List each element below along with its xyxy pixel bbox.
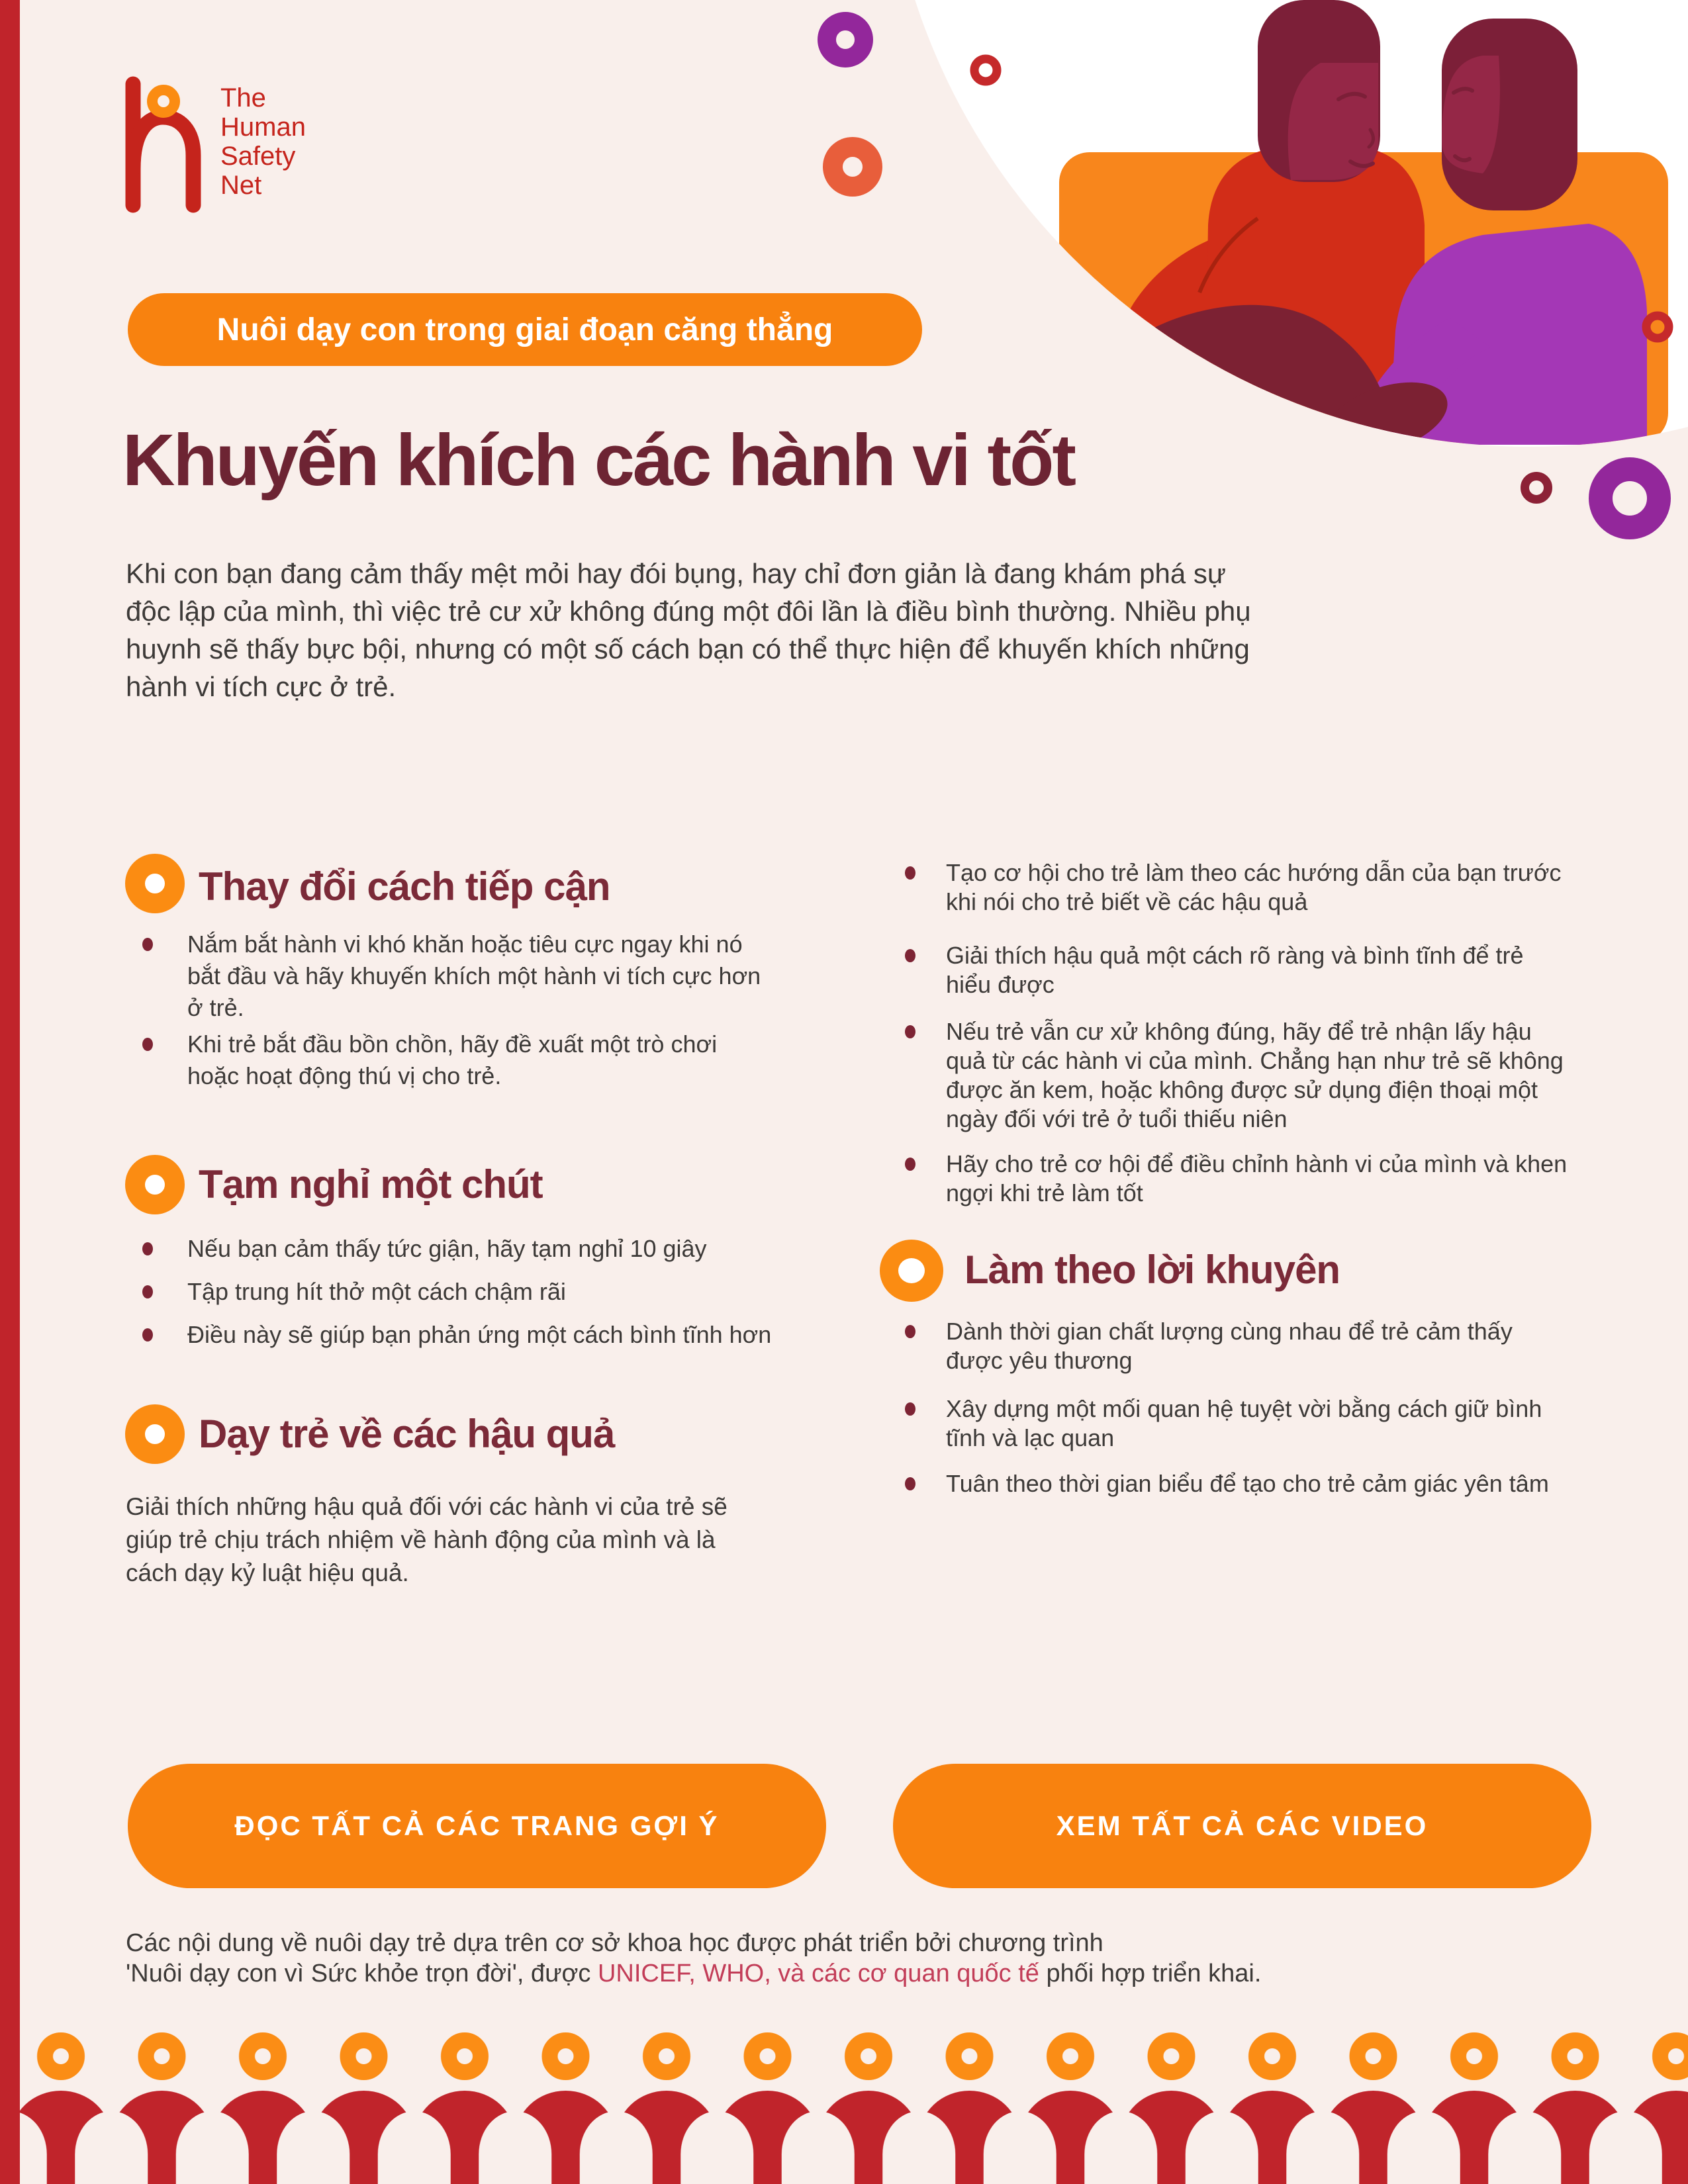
- dot-icon: [905, 1158, 915, 1171]
- bullet-text: Giải thích hậu quả một cách rõ ràng và bình tĩnh để trẻ hiểu được: [946, 942, 1524, 998]
- donut-icon: [823, 137, 882, 197]
- footer-text: 'Nuôi dạy con vì Sức khỏe trọn đời', được: [126, 1960, 598, 1987]
- bullet-text: Dành thời gian chất lượng cùng nhau để trẻ cảm thấy được yêu thương: [946, 1318, 1513, 1374]
- bullet-text: Tập trung hít thở một cách chậm rãi: [187, 1278, 566, 1305]
- partners-link[interactable]: UNICEF, WHO, và các cơ quan quốc tế: [597, 1960, 1039, 1987]
- bullet-text: Điều này sẽ giúp bạn phản ứng một cách bình tĩnh hơn: [187, 1321, 772, 1348]
- list-item: [142, 1319, 771, 1351]
- list-item: [142, 929, 770, 1024]
- list-item: [905, 858, 1568, 917]
- dot-icon: [905, 866, 915, 880]
- brand-line: The: [220, 83, 266, 113]
- section-title-follow-advice: Làm theo lời khuyên: [964, 1248, 1340, 1292]
- dot-icon: [905, 1025, 915, 1038]
- footer-text: phối hợp triển khai.: [1039, 1960, 1262, 1987]
- list-item: [142, 1028, 770, 1092]
- brand-line: Human: [220, 113, 306, 142]
- dot-icon: [142, 1285, 153, 1298]
- bullet-text: Nếu bạn cảm thấy tức giận, hãy tạm nghỉ 10 giây: [187, 1235, 707, 1262]
- list-item: [905, 1317, 1568, 1375]
- h-donut-logo-icon: [119, 76, 238, 215]
- dot-icon: [905, 949, 915, 962]
- page-title: Khuyến khích các hành vi tốt: [122, 420, 1074, 501]
- bullet-text: Tuân theo thời gian biểu để tạo cho trẻ cảm giác yên tâm: [946, 1470, 1549, 1497]
- list-item: [142, 1276, 566, 1308]
- dot-icon: [905, 1325, 915, 1338]
- left-edge-bar: [0, 0, 20, 2184]
- teen-head: [1442, 19, 1577, 210]
- bullet-text: Hãy cho trẻ cơ hội để điều chỉnh hành vi của mình và khen ngợi khi trẻ làm tốt: [946, 1150, 1568, 1206]
- brand-line: Safety: [220, 142, 296, 171]
- list-item: [905, 1017, 1568, 1134]
- donut-icon: [880, 1240, 943, 1302]
- category-badge: Nuôi dạy con trong giai đoạn căng thẳng: [128, 293, 922, 366]
- dot-icon: [142, 1242, 153, 1255]
- footer-line: [126, 1958, 1261, 1989]
- dot-icon: [905, 1477, 915, 1490]
- bullet-text: Nếu trẻ vẫn cư xử không đúng, hãy để trẻ nhận lấy hậu quả từ các hành vi của mình. Chẳng hạn như trẻ sẽ không được ăn kem, hoặc không được sử dụng điện thoại một ngày đối với trẻ ở tuổi thiếu niên: [946, 1018, 1564, 1132]
- footer-note: [126, 1928, 1261, 1989]
- ring-icon: [1521, 472, 1552, 504]
- donut-icon: [125, 1404, 185, 1464]
- intro-paragraph: Khi con bạn đang cảm thấy mệt mỏi hay đói bụng, hay chỉ đơn giản là đang khám phá sự độc lập của mình, thì việc trẻ cư xử không đúng một đôi lần là điều bình thường. Nhiều phụ huynh sẽ thấy bực bội, nhưng có một số cách bạn có thể thực hiện để khuyến khích những hành vi tích cực ở trẻ.: [126, 558, 1251, 702]
- section-paragraph: Giải thích những hậu quả đối với các hành vi của trẻ sẽ giúp trẻ chịu trách nhiệm về hành động của mình và là cách dạy kỷ luật hiệu quả.: [126, 1493, 727, 1586]
- parent-hand: [1102, 363, 1201, 432]
- bullet-text: Tạo cơ hội cho trẻ làm theo các hướng dẫn của bạn trước khi nói cho trẻ biết về các hậu quả: [946, 859, 1562, 915]
- dot-icon: [142, 938, 153, 951]
- dot-icon: [142, 1328, 153, 1342]
- donut-icon: [125, 854, 185, 913]
- footer-line: Các nội dung về nuôi dạy trẻ dựa trên cơ sở khoa học được phát triển bởi chương trình: [126, 1929, 1103, 1957]
- bullet-text: Xây dựng một mối quan hệ tuyệt vời bằng cách giữ bình tĩnh và lạc quan: [946, 1395, 1542, 1451]
- list-item: [905, 941, 1568, 999]
- section-title-consequences: Dạy trẻ về các hậu quả: [199, 1412, 615, 1456]
- dot-icon: [905, 1402, 915, 1416]
- bullet-text: Khi trẻ bắt đầu bồn chồn, hãy đề xuất một trò chơi hoặc hoạt động thú vị cho trẻ.: [187, 1030, 718, 1089]
- section-title-pause: Tạm nghỉ một chút: [199, 1162, 543, 1206]
- parent-head: [1258, 0, 1380, 182]
- bottom-border-decoration: [0, 2025, 1688, 2184]
- brand-line: Net: [220, 171, 262, 200]
- donut-icon: [125, 1155, 185, 1214]
- dot-icon: [142, 1038, 153, 1051]
- red-arches: [0, 2088, 1688, 2184]
- list-item: [905, 1469, 1549, 1498]
- section-title-approach: Thay đổi cách tiếp cận: [199, 864, 610, 909]
- donut-icon: [1589, 457, 1671, 539]
- parent-teen-illustration: [861, 0, 1688, 596]
- donut-row: [0, 2030, 1688, 2083]
- read-all-tips-button[interactable]: ĐỌC TẤT CẢ CÁC TRANG GỢI Ý: [128, 1764, 826, 1888]
- watch-all-videos-button[interactable]: XEM TẤT CẢ CÁC VIDEO: [893, 1764, 1591, 1888]
- list-item: [905, 1150, 1568, 1208]
- donut-icon: [818, 12, 873, 68]
- bullet-text: Nắm bắt hành vi khó khăn hoặc tiêu cực ngay khi nó bắt đầu và hãy khuyến khích một hành vi tích cực hơn ở trẻ.: [187, 931, 761, 1021]
- list-item: [142, 1233, 707, 1265]
- list-item: [905, 1394, 1568, 1453]
